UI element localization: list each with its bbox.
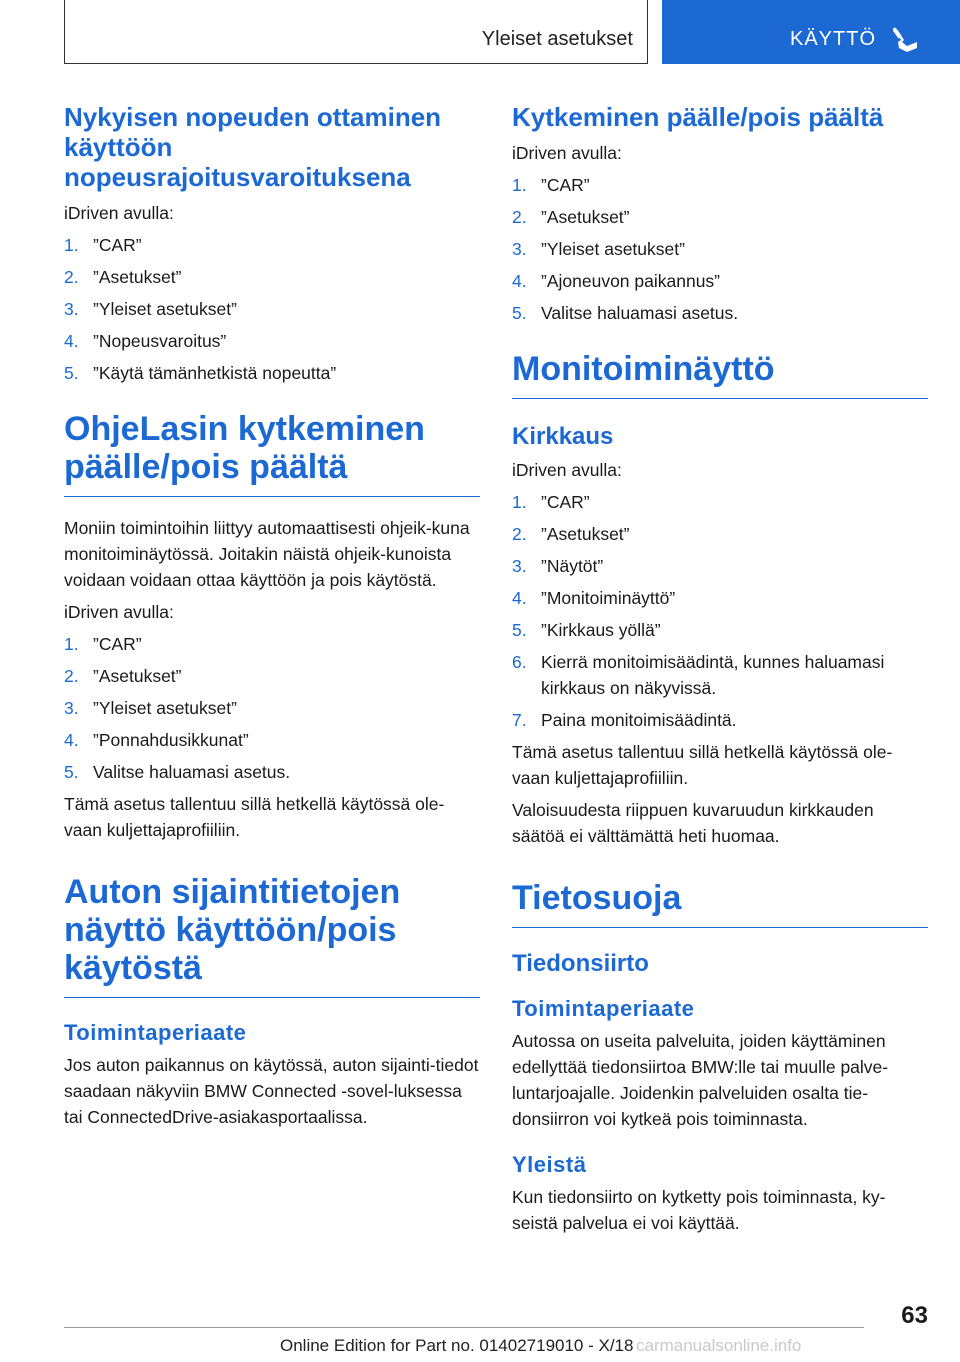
list-item: 1. ”CAR” [64, 634, 142, 654]
list-item: 7. Paina monitoimisäädintä. [512, 710, 737, 730]
list-item: 1. ”CAR” [512, 492, 590, 512]
sub-heading: Toimintaperiaate [64, 1020, 247, 1045]
list-item: 3. ”Yleiset asetukset” [64, 698, 237, 718]
list-item: 5. Valitse haluamasi asetus. [64, 762, 291, 782]
section-heading: Kytkeminen päälle/pois päältä [512, 102, 884, 132]
chapter-heading: Monitoiminäyttö [512, 350, 928, 399]
sub-heading: Kirkkaus [512, 423, 614, 450]
section-heading: Nykyisen nopeuden ottaminen käyttöön nopeusrajoitusvaroituksena [64, 102, 442, 192]
body-text: Kun tiedonsiirto on kytketty pois toiminnasta, ky‐seistä palvelua ei voi käyttää. [512, 1187, 886, 1233]
list-item: 4. ”Monitoiminäyttö” [512, 588, 676, 608]
body-text: Valoisuudesta riippuen kuvaruudun kirkkauden säätöä ei välttämättä heti huomaa. [512, 800, 874, 846]
list-item: 4. ”Nopeusvaroitus” [64, 331, 227, 351]
list-item: 3. ”Yleiset asetukset” [512, 239, 685, 259]
step-list [64, 631, 480, 785]
intro-text: iDriven avulla: [64, 602, 174, 622]
sub-heading: Yleistä [512, 1152, 587, 1177]
body-text: Tämä asetus tallentuu sillä hetkellä käytössä ole‐vaan kuljettajaprofiiliin. [512, 742, 893, 788]
footer-divider [64, 1327, 864, 1328]
list-item: 5. ”Käytä tämänhetkistä nopeutta” [64, 363, 337, 383]
header-chapter-label: KÄYTTÖ [790, 28, 877, 50]
list-item: 2. ”Asetukset” [64, 267, 182, 287]
header-section-title: Yleiset asetukset [481, 28, 633, 50]
list-item: 5. Valitse haluamasi asetus. [512, 303, 739, 323]
sub-heading: Tiedonsiirto [512, 950, 649, 977]
chapter-heading: OhjeLasin kytkeminen päälle/pois päältä [64, 410, 480, 497]
list-item: 5. ”Kirkkaus yöllä” [512, 620, 661, 640]
page-number: 63 [901, 1302, 928, 1329]
watermark: carmanualsonline.info [636, 1336, 802, 1355]
list-item: 2. ”Asetukset” [512, 524, 630, 544]
list-item: 2. ”Asetukset” [512, 207, 630, 227]
step-list [64, 232, 480, 386]
list-item: 3. ”Näytöt” [512, 556, 604, 576]
intro-text: iDriven avulla: [64, 203, 174, 223]
body-text: Jos auton paikannus on käytössä, auton sijainti‐tiedot saadaan näkyviin BMW Connected -sovel‐luksessa tai ConnectedDrive-asiakasportaalissa. [64, 1055, 479, 1127]
list-item: 6. Kierrä monitoimisäädintä, kunnes haluamasi kirkkaus on näkyvissä. [512, 652, 885, 698]
step-list [512, 172, 928, 326]
list-item: 4. ”Ponnahdusikkunat” [64, 730, 249, 750]
list-item: 4. ”Ajoneuvon paikannus” [512, 271, 721, 291]
footer-edition: Online Edition for Part no. 01402719010 - X/18 [280, 1336, 634, 1355]
body-text: Tämä asetus tallentuu sillä hetkellä käytössä ole‐vaan kuljettajaprofiiliin. [64, 794, 445, 840]
intro-text: iDriven avulla: [512, 143, 622, 163]
list-item: 2. ”Asetukset” [64, 666, 182, 686]
list-item: 1. ”CAR” [512, 175, 590, 195]
left-column [64, 102, 480, 1136]
step-list [512, 489, 928, 733]
right-column [512, 102, 928, 1242]
intro-text: iDriven avulla: [512, 460, 622, 480]
chapter-heading: Tietosuoja [512, 879, 928, 928]
body-text: Autossa on useita palveluita, joiden käyttäminen edellyttää tiedonsiirtoa BMW:lle tai muulle palve‐luntarjoajalle. Joidenkin palveluiden osalta tie‐donsiirron voi kytkeä pois toiminnasta. [512, 1031, 889, 1129]
sub-heading: Toimintaperiaate [512, 996, 695, 1021]
header-section-box [64, 0, 648, 64]
body-text: Moniin toimintoihin liittyy automaattisesti ohjeik‐kuna monitoiminäytössä. Joitakin näistä ohjeik‐kunoista voidaan voidaan ottaa käyttöön ja pois käytöstä. [64, 518, 470, 590]
list-item: 3. ”Yleiset asetukset” [64, 299, 237, 319]
chapter-heading: Auton sijaintitietojen näyttö käyttöön/pois käytöstä [64, 873, 480, 998]
list-item: 1. ”CAR” [64, 235, 142, 255]
hand-pointer-icon [893, 26, 919, 54]
